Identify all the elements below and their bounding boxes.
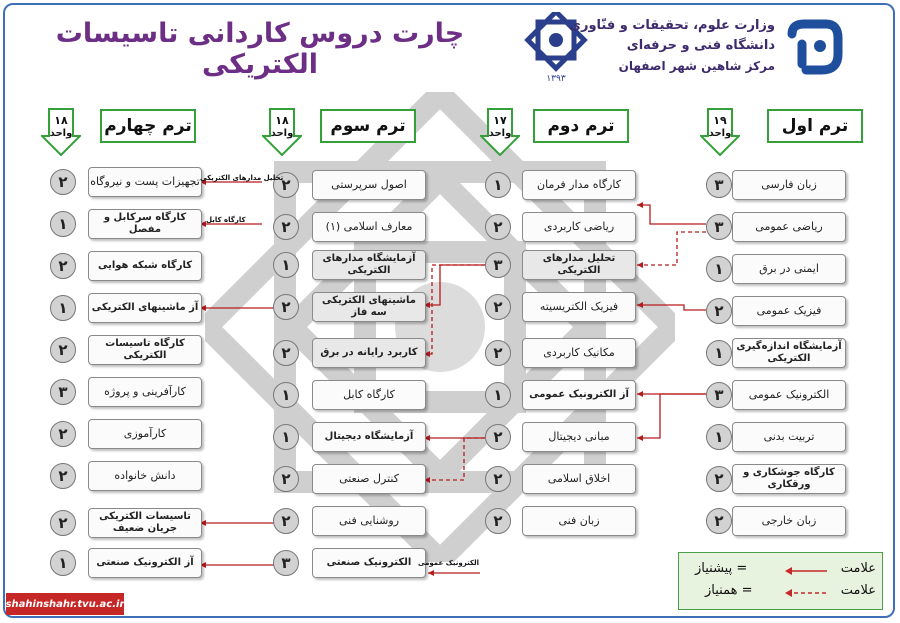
- course-units: ۳: [50, 379, 76, 405]
- course-units: ۲: [706, 466, 732, 492]
- course-box[interactable]: کارگاه کابل: [312, 380, 426, 410]
- legend-coreq: علامت = همنیاز: [705, 583, 876, 598]
- course-units: ۲: [273, 214, 299, 240]
- term-header-3: ترم سوم: [320, 109, 416, 143]
- course-box[interactable]: مبانی دیجیتال: [522, 422, 636, 452]
- course-box[interactable]: اخلاق اسلامی: [522, 464, 636, 494]
- course-units: ۲: [273, 466, 299, 492]
- course-box[interactable]: کارآفرینی و پروژه: [88, 377, 202, 407]
- course-box[interactable]: اصول سرپرستی: [312, 170, 426, 200]
- note-electronics: الکترونیک عمومی: [418, 559, 480, 567]
- course-box[interactable]: آز الکترونیک عمومی: [522, 380, 636, 410]
- course-box[interactable]: تاسیسات الکتریکی جریان ضعیف: [88, 508, 202, 538]
- course-units: ۳: [706, 382, 732, 408]
- course-box[interactable]: فیزیک عمومی: [732, 296, 846, 326]
- course-units: ۲: [706, 508, 732, 534]
- course-box[interactable]: فیزیک الکتریسیته: [522, 292, 636, 322]
- course-units: ۲: [50, 253, 76, 279]
- units-arrow-4: ۱۸ واحد: [41, 108, 81, 156]
- center-name: مرکز شاهین شهر اصفهان: [618, 59, 775, 73]
- course-box[interactable]: الکترونیک عمومی: [732, 380, 846, 410]
- website-link[interactable]: shahinshahr.tvu.ac.ir: [6, 593, 124, 615]
- course-units: ۳: [273, 550, 299, 576]
- units-arrow-3: ۱۸ واحد: [262, 108, 302, 156]
- course-box[interactable]: تربیت بدنی: [732, 422, 846, 452]
- course-units: ۱: [273, 424, 299, 450]
- course-box[interactable]: آزمایشگاه اندازه‌گیری الکتریکی: [732, 338, 846, 368]
- course-units: ۱: [706, 256, 732, 282]
- course-units: ۲: [50, 337, 76, 363]
- course-box[interactable]: معارف اسلامی (۱): [312, 212, 426, 242]
- course-units: ۲: [485, 340, 511, 366]
- course-units: ۲: [50, 510, 76, 536]
- course-units: ۱: [273, 382, 299, 408]
- legend-prereq: علامت = پیشنیاز: [695, 561, 876, 576]
- course-units: ۲: [485, 508, 511, 534]
- course-units: ۱: [485, 382, 511, 408]
- course-box[interactable]: ایمنی در برق: [732, 254, 846, 284]
- course-units: ۱: [706, 424, 732, 450]
- course-box[interactable]: کارآموزی: [88, 419, 202, 449]
- course-units: ۱: [485, 172, 511, 198]
- course-units: ۳: [706, 172, 732, 198]
- course-units: ۲: [50, 463, 76, 489]
- course-box[interactable]: دانش خانواده: [88, 461, 202, 491]
- units-arrow-2: ۱۷ واحد: [480, 108, 520, 156]
- course-box[interactable]: کاربرد رایانه در برق: [312, 338, 426, 368]
- course-box[interactable]: کارگاه سرکابل و مفصل: [88, 209, 202, 239]
- course-units: ۱: [50, 550, 76, 576]
- course-box[interactable]: ریاضی عمومی: [732, 212, 846, 242]
- course-units: ۱: [50, 211, 76, 237]
- course-box[interactable]: الکترونیک صنعتی: [312, 548, 426, 578]
- course-units: ۲: [706, 298, 732, 324]
- course-units: ۲: [50, 169, 76, 195]
- course-box[interactable]: کارگاه تاسیسات الکتریکی: [88, 335, 202, 365]
- course-units: ۲: [485, 424, 511, 450]
- course-box[interactable]: کنترل صنعتی: [312, 464, 426, 494]
- course-box[interactable]: مکانیک کاربردی: [522, 338, 636, 368]
- term-header-1: ترم اول: [767, 109, 863, 143]
- university-name: دانشگاه فنی و حرفه‌ای: [626, 38, 775, 53]
- course-box[interactable]: ریاضی کاربردی: [522, 212, 636, 242]
- course-units: ۱: [273, 252, 299, 278]
- course-units: ۱: [50, 295, 76, 321]
- course-box[interactable]: کارگاه جوشکاری و ورقکاری: [732, 464, 846, 494]
- legend: [678, 552, 883, 610]
- course-units: ۲: [273, 172, 299, 198]
- course-units: ۳: [706, 214, 732, 240]
- ministry-name: وزارت علوم، تحقیقات و فنّاوری: [569, 18, 775, 33]
- course-units: ۲: [485, 466, 511, 492]
- course-units: ۳: [485, 252, 511, 278]
- term-header-4: ترم چهارم: [100, 109, 196, 143]
- course-box[interactable]: آزمایشگاه مدارهای الکتریکی: [312, 250, 426, 280]
- course-box[interactable]: روشنایی فنی: [312, 506, 426, 536]
- course-units: ۲: [485, 294, 511, 320]
- page-title: چارت دروس کاردانی تاسیسات الکتریکی: [55, 18, 465, 80]
- course-units: ۲: [50, 421, 76, 447]
- course-box[interactable]: کارگاه مدار فرمان: [522, 170, 636, 200]
- course-box[interactable]: زبان فنی: [522, 506, 636, 536]
- course-units: ۲: [273, 340, 299, 366]
- note-cable: کارگاه کابل: [206, 216, 246, 224]
- term-header-2: ترم دوم: [533, 109, 629, 143]
- note-circuits: تحلیل مدارهای الکتریکی: [200, 174, 284, 182]
- course-units: ۲: [273, 508, 299, 534]
- course-box[interactable]: آز ماشینهای الکتریکی: [88, 293, 202, 323]
- course-box[interactable]: تحلیل مدارهای الکتریکی: [522, 250, 636, 280]
- course-units: ۲: [273, 294, 299, 320]
- course-box[interactable]: زبان خارجی: [732, 506, 846, 536]
- course-box[interactable]: تجهیزات پست و نیروگاه: [88, 167, 202, 197]
- units-arrow-1: ۱۹ واحد: [700, 108, 740, 156]
- course-box[interactable]: آزمایشگاه دیجیتال: [312, 422, 426, 452]
- course-units: ۱: [706, 340, 732, 366]
- course-box[interactable]: زبان فارسی: [732, 170, 846, 200]
- course-box[interactable]: آز الکترونیک صنعتی: [88, 548, 202, 578]
- emblem-year: ۱۳۹۳: [546, 74, 566, 84]
- course-box[interactable]: کارگاه شبکه هوایی: [88, 251, 202, 281]
- course-box[interactable]: ماشینهای الکتریکی سه فاز: [312, 292, 426, 322]
- course-units: ۲: [485, 214, 511, 240]
